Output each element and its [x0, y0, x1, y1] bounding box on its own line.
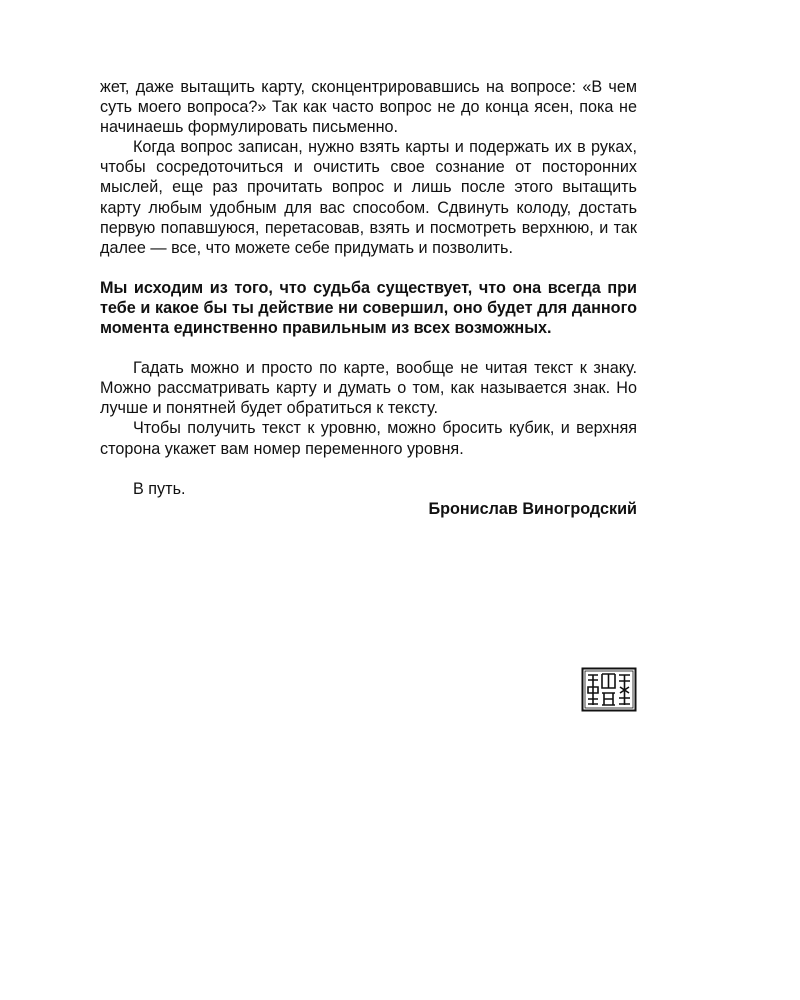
page-text-block	[100, 77, 637, 519]
paragraph-divination-text: Гадать можно и просто по карте, вообще не читая текст к знаку. Можно рассматривать карту и думать о том, как называется знак. Но лучше и понятней будет обратиться к тексту.	[100, 359, 637, 418]
paragraph-dice-level: Чтобы получить текст к уровню, можно бросить кубик, и верхняя сторона укажет вам номер переменного уровня.	[100, 419, 637, 458]
farewell-line: В путь.	[133, 479, 186, 498]
seal-stamp-icon	[581, 667, 637, 712]
paragraph-continuation: жет, даже вытащить карту, сконцентрировавшись на вопросе: «В чем суть моего вопроса?» Так как часто вопрос не до конца ясен, пока не начинаешь формулировать письменно.	[100, 78, 637, 137]
author-signature: Бронислав Виногродский	[428, 499, 637, 518]
paragraph-cards-instruction: Когда вопрос записан, нужно взять карты и подержать их в руках, чтобы сосредоточиться и очистить свое сознание от посторонних мыслей, еще раз прочитать вопрос и лишь после этого вытащить карту любым удобным для вас способом. Сдвинуть колоду, достать первую попавшуюся, перетасовав, взять и посмотреть верхнюю, и так далее — все, что можете себе придумать и позволить.	[100, 138, 637, 257]
paragraph-fate-statement: Мы исходим из того, что судьба существует, что она всегда при тебе и какое бы ты действие ни совершил, оно будет для данного момента единственно правильным из всех возможных.	[100, 278, 637, 338]
